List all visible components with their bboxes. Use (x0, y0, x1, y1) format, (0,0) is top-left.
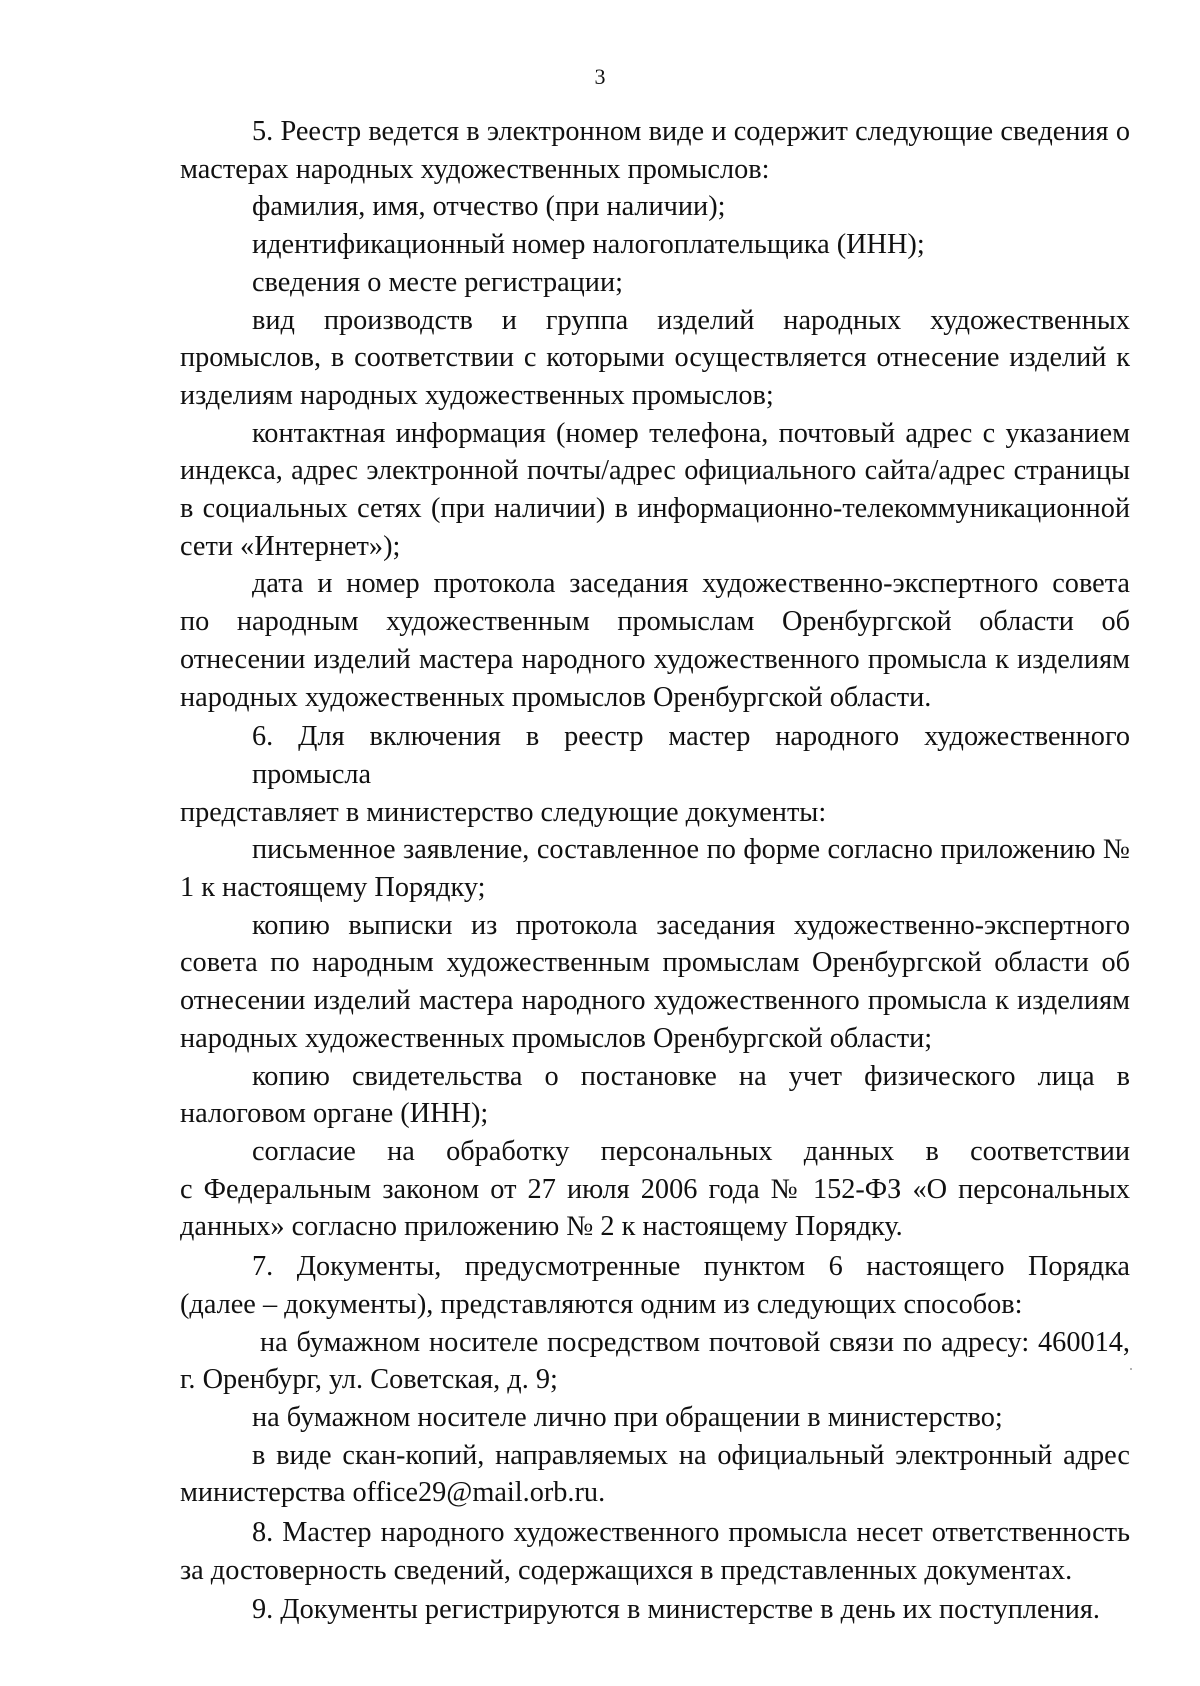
registry-field-inn: идентификационный номер налогоплательщика (ИНН); (252, 229, 925, 261)
page-number: 3 (594, 64, 606, 89)
submission-post-line-1: на бумажном носителе посредством почтовой связи по адресу: 460014, (260, 1326, 1130, 1358)
registry-field-protocol-line-1: дата и номер протокола заседания художественно-экспертного совета (252, 568, 1130, 600)
registry-field-protocol-line-3: отнесении изделий мастера народного художественного промысла к изделиям (180, 643, 1130, 675)
submission-email-line-2: министерства office29@mail.orb.ru. (180, 1477, 606, 1509)
registry-field-contacts-line-3: в социальных сетях (при наличии) в информационно-телекоммуникационной (180, 493, 1130, 525)
registry-field-protocol-line-2: по народным художественным промыслам Оренбургской области об (180, 606, 1130, 638)
submission-email-line-1: в виде скан-копий, направляемых на официальный электронный адрес (252, 1439, 1130, 1471)
submission-post-line-2: г. Оренбург, ул. Советская, д. 9; (180, 1364, 558, 1396)
document-consent-line-1: согласие на обработку персональных данных в соответствии (252, 1135, 1130, 1167)
paragraph-7-line-2: (далее – документы), представляются одним из следующих способов: (180, 1288, 1023, 1320)
document-consent-line-2: с Федеральным законом от 27 июля 2006 года № 152-ФЗ «О персональных (180, 1173, 1130, 1205)
document-consent-line-3: данных» согласно приложению № 2 к настоящему Порядку. (180, 1211, 903, 1243)
document-application-line-2: 1 к настоящему Порядку; (180, 872, 486, 904)
paragraph-6-line-2: представляет в министерство следующие документы: (180, 796, 827, 828)
submission-in-person: на бумажном носителе лично при обращении в министерство; (252, 1401, 1003, 1433)
document-protocol-copy-line-3: отнесении изделий мастера народного художественного промысла к изделиям (180, 985, 1130, 1017)
document-protocol-copy-line-4: народных художественных промыслов Оренбургской области; (180, 1022, 933, 1054)
document-inn-copy-line-2: налоговом органе (ИНН); (180, 1098, 489, 1130)
paragraph-5-line-2: мастерах народных художественных промыслов: (180, 153, 770, 185)
paragraph-8-line-1: 8. Мастер народного художественного промысла несет ответственность (252, 1517, 1130, 1549)
registry-field-production-line-2: промыслов, в соответствии с которыми осуществляется отнесение изделий к (180, 342, 1130, 374)
paragraph-9-line-1: 9. Документы регистрируются в министерстве в день их поступления. (252, 1594, 1100, 1626)
registry-field-name: фамилия, имя, отчество (при наличии); (252, 191, 726, 223)
registry-field-contacts-line-4: сети «Интернет»); (180, 530, 401, 562)
document-protocol-copy-line-2: совета по народным художественным промыслам Оренбургской области об (180, 947, 1130, 979)
document-body (180, 113, 1130, 1629)
registry-field-production-line-1: вид производств и группа изделий народных художественных (252, 304, 1130, 336)
registry-field-production-line-3: изделиям народных художественных промыслов; (180, 379, 774, 411)
registry-field-protocol-line-4: народных художественных промыслов Оренбургской области. (180, 681, 932, 713)
registry-field-registration: сведения о месте регистрации; (252, 266, 623, 298)
paragraph-6-line-1: 6. Для включения в реестр мастер народного художественного промысла (252, 721, 1130, 790)
paragraph-8-line-2: за достоверность сведений, содержащихся в представленных документах. (180, 1554, 1073, 1586)
paragraph-7-line-1: 7. Документы, предусмотренные пунктом 6 настоящего Порядка (252, 1251, 1130, 1283)
document-application-line-1: письменное заявление, составленное по форме согласно приложению № (252, 834, 1130, 866)
document-protocol-copy-line-1: копию выписки из протокола заседания художественно-экспертного (252, 909, 1130, 941)
scan-speck (1130, 1368, 1132, 1370)
document-inn-copy-line-1: копию свидетельства о постановке на учет физического лица в (252, 1060, 1130, 1092)
registry-field-contacts-line-2: индекса, адрес электронной почты/адрес официального сайта/адрес страницы (180, 455, 1130, 487)
paragraph-5-line-1: 5. Реестр ведется в электронном виде и содержит следующие сведения о (252, 116, 1130, 147)
registry-field-contacts-line-1: контактная информация (номер телефона, почтовый адрес с указанием (252, 417, 1130, 449)
